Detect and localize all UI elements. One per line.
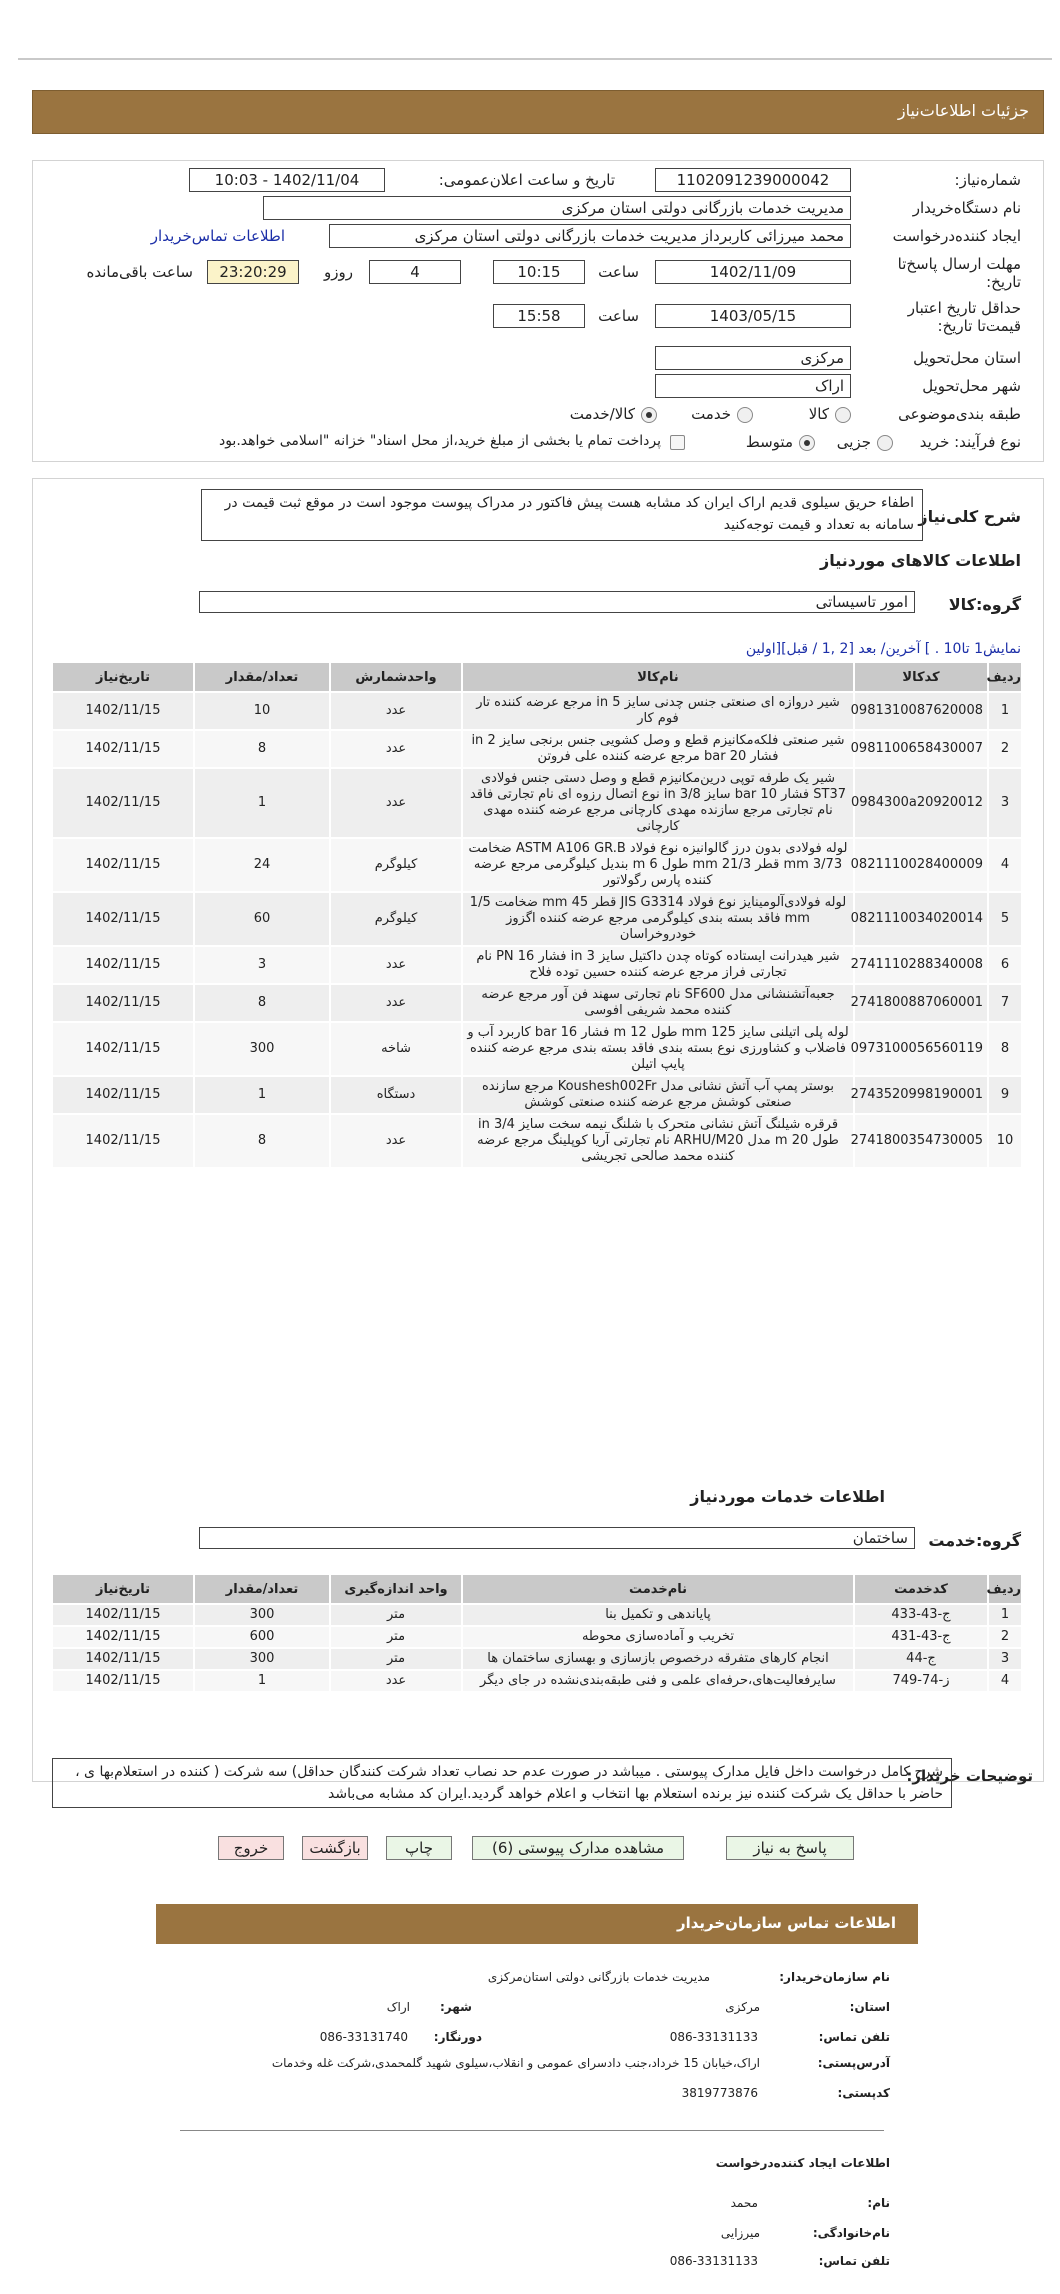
announce-date-field: 1402/11/04 - 10:03 (189, 168, 385, 192)
attachments-button[interactable]: مشاهده مدارک پیوستی (6) (472, 1836, 684, 1860)
goods-cell: شیر صنعتی فلکه‌مکانیزم قطع و وصل کشویی جنس برنجی سایز 2 in فشار 20 bar مرجع عرضه کننده علی فروتن (462, 730, 854, 768)
services-cell: 1402/11/15 (52, 1648, 194, 1670)
services-group-field: ساختمان (199, 1527, 915, 1549)
contact-phone: 086-33131133 (669, 2030, 758, 2044)
process-label: نوع فرآیند: خرید (919, 433, 1021, 451)
goods-cell: 24 (194, 838, 330, 892)
delivery-city-label: شهر محل‌تحویل (922, 377, 1021, 395)
services-cell: متر (330, 1604, 462, 1626)
goods-cell: 1402/11/15 (52, 946, 194, 984)
buyer-org-label: نام دستگاه‌خریدار (912, 199, 1021, 217)
services-cell: 300 (194, 1648, 330, 1670)
goods-cell: 2743520998190001 (854, 1076, 988, 1114)
creator-label: ایجاد کننده‌درخواست (892, 227, 1021, 245)
goods-cell: 0981100658430007 (854, 730, 988, 768)
goods-group-field: امور تاسیساتی (199, 591, 915, 613)
contact-fax: 086-33131740 (319, 2030, 408, 2044)
goods-column-header: نام‌کالا (462, 662, 854, 692)
send-date-field: 1402/11/09 (655, 260, 851, 284)
goods-table-row (52, 892, 1022, 946)
creator-phone: 086-33131133 (669, 2254, 758, 2268)
contact-city: اراک (386, 2000, 410, 2014)
services-column-header: کدخدمت (854, 1574, 988, 1604)
goods-cell: 8 (194, 984, 330, 1022)
treasury-payment-note: پرداخت تمام یا بخشی از مبلغ خرید،از محل اسناد" خزانه "اسلامی خواهد.بود (218, 433, 661, 449)
goods-cell: 1402/11/15 (52, 730, 194, 768)
services-column-header: تاریخ‌نیاز (52, 1574, 194, 1604)
services-table-row (52, 1604, 1022, 1626)
goods-section-title: اطلاعات کالاهای موردنیاز (820, 551, 1021, 570)
services-column-header: تعداد/مقدار (194, 1574, 330, 1604)
goods-cell: 0973100056560119 (854, 1022, 988, 1076)
goods-cell: 2 (988, 730, 1022, 768)
process-radio-medium[interactable] (799, 435, 815, 451)
goods-cell: عدد (330, 730, 462, 768)
services-cell: متر (330, 1626, 462, 1648)
goods-cell: 1402/11/15 (52, 768, 194, 838)
remaining-time-field: 23:20:29 (207, 260, 299, 284)
announce-date-label: تاریخ و ساعت اعلان‌عمومی: (438, 171, 615, 189)
creator-field: محمد میرزائی کاربرداز مدیریت خدمات بازرگانی دولتی استان مرکزی (329, 224, 851, 248)
goods-cell: عدد (330, 1114, 462, 1168)
goods-cell: شیر دروازه ای صنعتی جنس چدنی سایز 5 in مرجع عرضه کننده تار فوم کار (462, 692, 854, 730)
goods-cell: عدد (330, 946, 462, 984)
buyer-notes-label: توضیحات خریدار: (906, 1767, 1033, 1785)
goods-table-row (52, 1022, 1022, 1076)
contact-fax-label: دورنگار: (433, 2030, 482, 2044)
services-cell: 1 (988, 1604, 1022, 1626)
services-cell: 600 (194, 1626, 330, 1648)
contact-org: مدیریت خدمات بازرگانی دولتی استان‌مرکزی (487, 1970, 710, 1984)
goods-pagination[interactable]: نمایش1 تا10 . ] آخرین/ بعد [2 ,1 / قبل][اولین (745, 641, 1021, 657)
services-cell: 1402/11/15 (52, 1670, 194, 1692)
category-radio-goods-service[interactable] (641, 407, 657, 423)
goods-table-row (52, 1114, 1022, 1168)
creator-first-name-label: نام: (867, 2196, 890, 2210)
remaining-label: ساعت باقی‌مانده (86, 263, 193, 281)
services-column-header: نام‌خدمت (462, 1574, 854, 1604)
goods-cell: لوله پلی اتیلنی سایز 125 mm طول 12 m فشار 16 bar کاربرد آب و فاضلاب و کشاورزی نوع بسته بندی فاقد بسته بندی مرجع عرضه کننده پایپ اتیلن (462, 1022, 854, 1076)
goods-cell: شاخه (330, 1022, 462, 1076)
validity-time-field: 15:58 (493, 304, 585, 328)
services-cell: 1402/11/15 (52, 1604, 194, 1626)
goods-cell: 1402/11/15 (52, 692, 194, 730)
goods-cell: 1 (194, 768, 330, 838)
validity-time-label: ساعت (598, 307, 639, 325)
goods-cell: 0984300a20920012 (854, 768, 988, 838)
goods-cell: کیلوگرم (330, 838, 462, 892)
services-cell: متر (330, 1648, 462, 1670)
send-time-field: 10:15 (493, 260, 585, 284)
contact-province-label: استان: (849, 2000, 890, 2014)
top-divider (18, 58, 1052, 60)
services-cell: ج-43-433 (854, 1604, 988, 1626)
services-cell: ج-43-431 (854, 1626, 988, 1648)
services-cell: 1402/11/15 (52, 1626, 194, 1648)
goods-cell: 8 (988, 1022, 1022, 1076)
contact-title: اطلاعات تماس سازمان‌خریدار (676, 1914, 896, 1932)
services-cell: 300 (194, 1604, 330, 1626)
goods-cell: لوله فولادی بدون درز گالوانیزه نوع فولاد ASTM A106 GR.B ضخامت 3/73 mm قطر 21/3 mm طول 6 m بندیل کیلوگرمی مرجع عرضه کننده پارس رگولاتور (462, 838, 854, 892)
goods-table-row (52, 984, 1022, 1022)
goods-cell: 10 (988, 1114, 1022, 1168)
buyer-contact-link[interactable]: اطلاعات تماس‌خریدار (150, 227, 285, 245)
back-button[interactable]: بازگشت (302, 1836, 368, 1860)
goods-table-row (52, 1076, 1022, 1114)
goods-cell: 1402/11/15 (52, 1076, 194, 1114)
delivery-province-field: مرکزی (655, 346, 851, 370)
goods-column-header: تاریخ‌نیاز (52, 662, 194, 692)
services-table-row (52, 1626, 1022, 1648)
days-field: 4 (369, 260, 461, 284)
contact-province: مرکزی (725, 2000, 760, 2014)
buyer-notes-box: شرح کامل درخواست داخل فایل مدارک پیوستی . میباشد در صورت عدم حد نصاب تعداد شرکت کنندگان حداقل) سه شرکت ( کننده در استعلام‌بها ی ، حاضر با حداقل یک شرکت کننده نیز برنده استعلام بها انتخاب و اعلام خواهد گردید.ایران کد مشابه می‌باشد (52, 1758, 952, 1808)
description-label: شرح کلی‌نیاز (918, 507, 1021, 526)
print-button[interactable]: چاپ (386, 1836, 452, 1860)
goods-cell: 1402/11/15 (52, 892, 194, 946)
need-number-field: 1102091239000042 (655, 168, 851, 192)
services-table (51, 1573, 1023, 1693)
goods-cell: 4 (988, 838, 1022, 892)
goods-cell: 0821110034020014 (854, 892, 988, 946)
category-option-service: خدمت (691, 405, 731, 423)
reply-button[interactable]: پاسخ به نیاز (726, 1836, 854, 1860)
goods-cell: شیر یک طرفه توپی درین‌مکانیزم قطع و وصل دستی جنس فولادی ST37 فشار 10 bar سایز 3/8 in نوع اتصال رزوه ای نام تجارتی فاقد نام تجارتی مرجع سازنده مهدی کارچانی مرجع عرضه کننده مهدی کارچانی (462, 768, 854, 838)
need-number-label: شماره‌نیاز: (954, 171, 1021, 189)
services-table-row (52, 1648, 1022, 1670)
validity-label: حداقل تاریخ اعتبار قیمت‌تا تاریخ: (907, 299, 1021, 335)
delivery-city-field: اراک (655, 374, 851, 398)
treasury-payment-checkbox[interactable] (670, 435, 685, 450)
goods-cell: 8 (194, 1114, 330, 1168)
goods-cell: 1 (194, 1076, 330, 1114)
services-column-header: ردیف (988, 1574, 1022, 1604)
send-time-label: ساعت (598, 263, 639, 281)
process-radio-minor[interactable] (877, 435, 893, 451)
services-cell: 3 (988, 1648, 1022, 1670)
goods-cell: دستگاه (330, 1076, 462, 1114)
goods-cell: 8 (194, 730, 330, 768)
services-group-label: گروه:خدمت (928, 1531, 1021, 1550)
services-cell: تخریب و آماده‌سازی محوطه (462, 1626, 854, 1648)
goods-table-row (52, 692, 1022, 730)
services-cell: ز-74-749 (854, 1670, 988, 1692)
services-cell: 1 (194, 1670, 330, 1692)
category-radio-service[interactable] (737, 407, 753, 423)
goods-cell: قرقره شیلنگ آتش نشانی متحرک با شلنگ نیمه سخت سایز 3/4 in طول 20 m مدل ARHU/M20 نام تجارتی آریا کوپلینگ مرجع عرضه کننده محمد صالحی تجریشی (462, 1114, 854, 1168)
contact-postal: 3819773876 (681, 2086, 758, 2100)
goods-cell: کیلوگرم (330, 892, 462, 946)
goods-cell: 0821110028400009 (854, 838, 988, 892)
category-label: طبقه بندی‌موضوعی (898, 405, 1021, 423)
goods-cell: 5 (988, 892, 1022, 946)
goods-cell: 9 (988, 1076, 1022, 1114)
goods-cell: جعبه‌آتشنشانی مدل SF600 نام تجارتی سهند فن آور مرجع عرضه کننده محمد شریفی افوسی (462, 984, 854, 1022)
description-box: اطفاء حریق سیلوی قدیم اراک ایران کد مشابه هست پیش فاکتور در مدراک پیوست موجود است در موقع ثبت قیمت در سامانه به تعداد و قیمت توجه‌کنید (201, 489, 923, 541)
goods-table (51, 661, 1023, 1169)
services-cell: عدد (330, 1670, 462, 1692)
goods-cell: 0981310087620008 (854, 692, 988, 730)
services-cell: ج-44 (854, 1648, 988, 1670)
category-radio-goods[interactable] (835, 407, 851, 423)
goods-table-row (52, 730, 1022, 768)
goods-cell: لوله فولادی‌آلومینایز نوع فولاد JIS G3314 قطر 45 mm ضخامت 1/5 mm فاقد بسته بندی کیلوگرمی مرجع عرضه کننده اگزوز خودروخراسان (462, 892, 854, 946)
process-option-minor: جزیی (836, 433, 871, 451)
goods-cell: 3 (194, 946, 330, 984)
goods-table-row (52, 838, 1022, 892)
contact-divider (180, 2130, 884, 2131)
goods-table-row (52, 946, 1022, 984)
breadcrumb: جزئیات اطلاعات‌نیاز (897, 101, 1029, 120)
delivery-province-label: استان محل‌تحویل (913, 349, 1021, 367)
services-cell: پایاندهی و تکمیل بنا (462, 1604, 854, 1626)
creator-section-title: اطلاعات ایجاد کننده‌درخواست (715, 2156, 890, 2170)
goods-cell: شیر هیدرانت ایستاده کوتاه چدن داکتیل سایز 3 in فشار PN 16 نام تجارتی فراز مرجع عرضه کننده حسین توده فلاح (462, 946, 854, 984)
contact-org-label: نام سازمان‌خریدار: (779, 1970, 890, 1984)
goods-cell: 2741800887060001 (854, 984, 988, 1022)
services-cell: انجام کارهای متفرقه درخصوص بازسازی و بهسازی ساختمان ها (462, 1648, 854, 1670)
creator-last-name: میرزایی (720, 2226, 760, 2240)
goods-cell: 7 (988, 984, 1022, 1022)
exit-button[interactable]: خروج (218, 1836, 284, 1860)
goods-cell: عدد (330, 692, 462, 730)
services-cell: 2 (988, 1626, 1022, 1648)
send-deadline-label: مهلت ارسال پاسخ‌تا تاریخ: (897, 255, 1021, 291)
goods-cell: عدد (330, 984, 462, 1022)
goods-cell: 300 (194, 1022, 330, 1076)
services-section-title: اطلاعات خدمات موردنیاز (690, 1487, 885, 1506)
goods-cell: 2741110288340008 (854, 946, 988, 984)
services-column-header: واحد اندازه‌گیری (330, 1574, 462, 1604)
days-label: روزو (324, 263, 353, 281)
creator-last-name-label: نام‌خانوادگی: (812, 2226, 890, 2240)
validity-date-field: 1403/05/15 (655, 304, 851, 328)
goods-cell: 1402/11/15 (52, 1114, 194, 1168)
services-cell: 4 (988, 1670, 1022, 1692)
page-header (32, 90, 1044, 134)
contact-header (156, 1904, 918, 1944)
goods-cell: 6 (988, 946, 1022, 984)
goods-cell: 60 (194, 892, 330, 946)
need-details-panel (32, 160, 1044, 462)
services-cell: سایرفعالیت‌های،حرفه‌ای علمی و فنی طبقه‌بندی‌نشده در جای دیگر (462, 1670, 854, 1692)
goods-cell: 3 (988, 768, 1022, 838)
goods-cell: 1 (988, 692, 1022, 730)
goods-cell: عدد (330, 768, 462, 838)
creator-first-name: محمد (730, 2196, 758, 2210)
services-table-row (52, 1670, 1022, 1692)
goods-table-row (52, 768, 1022, 838)
contact-address-label: آدرس‌پستی: (817, 2056, 890, 2070)
goods-column-header: واحدشمارش (330, 662, 462, 692)
contact-phone-label: تلفن تماس: (818, 2030, 890, 2044)
buyer-org-field: مدیریت خدمات بازرگانی دولتی استان مرکزی (263, 196, 851, 220)
contact-postal-label: کد‌پستی: (837, 2086, 890, 2100)
goods-cell: 2741800354730005 (854, 1114, 988, 1168)
goods-group-label: گروه:کالا (948, 595, 1021, 614)
category-option-goods-service: کالا/خدمت (569, 405, 635, 423)
goods-cell: 10 (194, 692, 330, 730)
category-option-goods: کالا (808, 405, 829, 423)
contact-city-label: شهر: (440, 2000, 472, 2014)
goods-cell: 1402/11/15 (52, 838, 194, 892)
goods-cell: بوستر پمپ آب آتش نشانی مدل Koushesh002Fr مرجع سازنده صنعتی کوشش مرجع عرضه کننده صنعتی کوشش (462, 1076, 854, 1114)
goods-column-header: کدکالا (854, 662, 988, 692)
goods-cell: 1402/11/15 (52, 984, 194, 1022)
goods-cell: 1402/11/15 (52, 1022, 194, 1076)
contact-address: اراک،خیابان 15 خرداد،جنب دادسرای عمومی و انقلاب،سیلوی شهید گلمحمدی،شرکت غله وخدمات (271, 2056, 760, 2070)
creator-phone-label: تلفن تماس: (818, 2254, 890, 2268)
process-option-medium: متوسط (745, 433, 793, 451)
goods-column-header: تعداد/مقدار (194, 662, 330, 692)
goods-column-header: ردیف (988, 662, 1022, 692)
